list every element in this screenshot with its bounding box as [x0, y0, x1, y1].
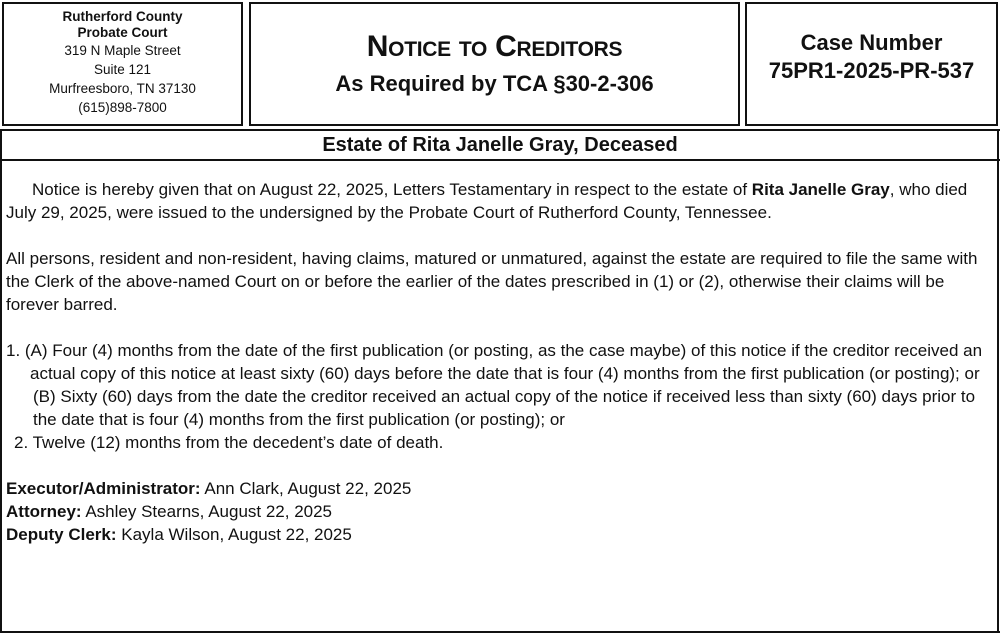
court-name-line2: Probate Court [77, 25, 168, 40]
paragraph-letters-text-b: , who died July 29, 2025, were issued to the undersigned by the Probate Court of Rutherford County, Tennessee. [6, 180, 968, 222]
case-number-value: 75PR1-2025-PR-537 [768, 58, 975, 83]
list-item-1a: 1. (A) Four (4) months from the date of the first publication (or posting, as the case maybe) of this notice if the creditor received an actual copy of this notice at least sixty (60) days before the date that is four (4) months from the first publication (or posting); or [6, 341, 983, 383]
case-number-box [745, 2, 998, 126]
clerk-line [6, 523, 991, 546]
notice-title: Notice to Creditors [366, 30, 623, 63]
clerk-label: Deputy Clerk: [6, 525, 117, 544]
paragraph-letters [6, 178, 991, 224]
executor-label: Executor/Administrator: [6, 479, 201, 498]
paragraph-claims: All persons, resident and non-resident, having claims, matured or unmatured, against the estate are required to file the same with the Clerk of the above-named Court on or before the earlier of the dates prescribed in (1) or (2), otherwise their claims will be forever barred. [6, 249, 978, 314]
court-city: Murfreesboro, TN 37130 [49, 81, 196, 96]
list-item-1b: (B) Sixty (60) days from the date the creditor received an actual copy of the notice if received less than sixty (60) days prior to the date that is four (4) months from the first publication (or posting); or [33, 387, 976, 429]
case-number-label: Case Number [800, 30, 943, 55]
attorney-line [6, 500, 991, 523]
court-suite: Suite 121 [93, 62, 152, 77]
frame-left [0, 131, 2, 631]
bottom-divider [0, 631, 1000, 633]
clerk-value: Kayla Wilson, August 22, 2025 [116, 525, 352, 544]
court-phone: (615)898-7800 [78, 100, 167, 115]
estate-heading: Estate of Rita Janelle Gray, Deceased [322, 134, 678, 156]
frame-right [997, 131, 999, 631]
notice-body [6, 178, 991, 546]
heading-divider [0, 159, 1000, 161]
court-info-box [2, 2, 243, 126]
list-item-2: 2. Twelve (12) months from the decedent’s date of death. [14, 433, 444, 452]
attorney-value: Ashley Stearns, August 22, 2025 [81, 502, 333, 521]
paragraph-letters-text-a: Notice is hereby given that on August 22, 2025, Letters Testamentary in respect to the estate of [32, 180, 752, 199]
notice-subtitle: As Required by TCA §30-2-306 [335, 71, 654, 96]
executor-value: Ann Clark, August 22, 2025 [200, 479, 412, 498]
executor-line [6, 477, 991, 500]
attorney-label: Attorney: [6, 502, 82, 521]
notice-title-box [249, 2, 740, 126]
court-name-line1: Rutherford County [62, 9, 183, 24]
decedent-name: Rita Janelle Gray [751, 180, 890, 199]
court-street: 319 N Maple Street [64, 43, 181, 58]
